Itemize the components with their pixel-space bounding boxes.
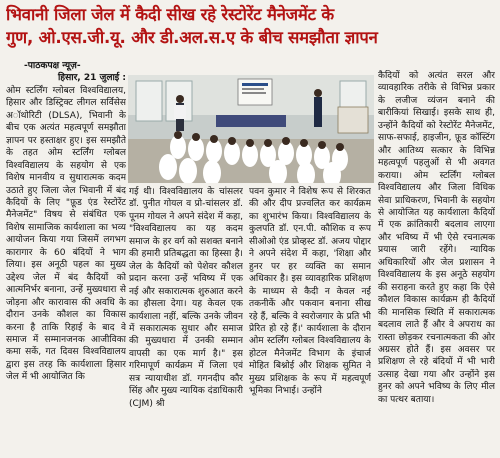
article-column-1 xyxy=(6,60,126,456)
byline: -पाठकपक्ष न्यूज़- xyxy=(24,61,81,71)
article-column-3 xyxy=(249,186,371,456)
article-text-col2: गई थी। विश्वविद्यालय के चांसलर डॉ. पुनीत गोयल व प्रो-चांसलर डॉ. पूनम गोयल ने अपने संदेश में कहा, "विश्वविद्यालय का यह कदम समाज के हर वर्ग को सशक्त बनाने की हमारी प्रतिबद्धता का हिस्सा है। जेल के कैदियों को पेशेवर कौशल प्रदान करना उन्हें भविष्य में एक नई और सकारात्मक शुरुआत करने का हौसला देगा। यह केवल एक कार्यशाला नहीं, बल्कि उनके जीवन में सकारात्मक सुधार और समाज की मुख्यधारा में उनकी सम्मान वापसी का एक मार्ग है।" इस गरिमापूर्ण कार्यक्रम में जिला एवं सत्र न्यायाधीश डॉ. गगनदीप कौर सिंह और मुख्य न्यायिक दंडाधिकारी (CJM) श्री xyxy=(129,187,243,409)
article-text-col1: ओम स्टर्लिंग ग्लोबल विश्वविद्यालय, हिसार और डिस्ट्रिक्ट लीगल सर्विसेस अॉथोरिटी (DLSA), भिवानी के बीच एक अत्यंत महत्वपूर्ण समझौता ज्ञापन पर हस्ताक्षर हुए। इस समझौते के तहत ओम स्टर्लिंग ग्लोबल विश्वविद्यालय के सहयोग से एक विशेष मानवीय व सुधारात्मक कदम उठाते हुए जिला जेल भिवानी में बंद कैदियों के लिए "फ़ूड एंड रेस्टोरेंट मैनेजमेंट" विषय से संबंधित एक विशेष सामाजिक कार्यशाला का भव्य आयोजन किया गया जिसमें लगभग कारागार के 60 बंदियों ने भाग लिया। इस अनूठी पहल का मुख्य उद्देश्य जेल में बंद कैदियों को आत्मनिर्भर बनाना, उन्हें मुख्यधारा से जोड़ना और कारावास की अवधि के दौरान उनके कौशल का विकास करना है ताकि रिहाई के बाद वे समाज में सम्मानजनक आजीविका कमा सकें, गत दिवस विश्वविद्यालय द्वारा इस तरह कि कार्यशाला हिसार जेल में भी आयोजित कि xyxy=(6,85,126,383)
event-photo xyxy=(128,75,374,183)
dateline: हिसार, 21 जुलाई : xyxy=(57,73,126,84)
headline xyxy=(6,3,494,49)
article-column-2 xyxy=(129,186,243,456)
headline-line-1: भिवानी जिला जेल में कैदी सीख रहे रेस्टोरेंट मैनेजमेंट के xyxy=(6,5,334,24)
workshop-photo-illustration xyxy=(128,75,374,183)
article-column-4 xyxy=(378,70,495,456)
headline-line-2: गुण, ओ.एस.जी.यू. और डी.अल.स.ए के बीच समझौता ज्ञापन xyxy=(6,28,378,47)
article-text-col3: पवन कुमार ने विशेष रूप से शिरकत की और दीप प्रज्वलित कर कार्यक्रम का शुभारंभ किया। विश्वविद्यालय के कुलपति डॉ. एन.पी. कौशिक व रूप सीओओ एंड प्रोव्हस्ट डॉ. अजय पोद्दार ने अपने संदेश में कहा, 'शिक्षा और हुनर पर हर व्यक्ति का समान अधिकार है। इस व्यावहारिक प्रशिक्षण के माध्यम से कैदी न केवल नई तकनीकें और पकवान बनाना सीख रहे हैं, बल्कि वे स्वरोजगार के प्रति भी प्रेरित हो रहे हैं।' कार्यशाला के दौरान ओम स्टर्लिंग ग्लोबल विश्वविद्यालय के होटल मैनेजमेंट विभाग के इंचार्ज मोहित बिश्नोई और शिक्षक सुमित ने मुख्य प्रशिक्षक के रूप में महत्वपूर्ण भूमिका निभाई। उन्होंने xyxy=(249,187,371,397)
article-text-col4: कैदियों को अत्यंत सरल और व्यावहारिक तरीके से विभिन्न प्रकार के लजीज व्यंजन बनाने की बारीकियां सिखाई। इसके साथ ही, उन्होंने कैदियों को रेस्टोरेंट मैनेजमेंट, साफ-सफाई, हाइजीन, फ़ूड कॉस्टिंग और आतिथ्य सत्कार के विभिन्न महत्वपूर्ण पहलुओं से भी अवगत कराया। ओम स्टर्लिंग ग्लोबल विश्वविद्यालय और जिला विधिक सेवा प्राधिकरण, भिवानी के सहयोग से आयोजित यह कार्यशाला कैदियों में एक क्रांतिकारी बदलाव लाएगा और भविष्य में भी ऐसे रचनात्मक प्रयास जारी रहेंगे। न्यायिक अधिकारियों और जेल प्रशासन ने विश्वविद्यालय के इस अनूठे सहयोग की सराहना करते हुए कहा कि ऐसे कौशल विकास कार्यक्रम ही कैदियों की मानसिक स्थिति में सकारात्मक बदलाव लाते हैं और वे अपराध का रास्ता छोड़कर रचनात्मकता की ओर अग्रसर होते हैं। इस अवसर पर प्रशिक्षण ले रहे बंदियों में भी भारी उत्साह देखा गया और उन्होंने इस हुनर को अपने भविष्य के लिए मील का पत्थर बताया। xyxy=(378,71,495,405)
